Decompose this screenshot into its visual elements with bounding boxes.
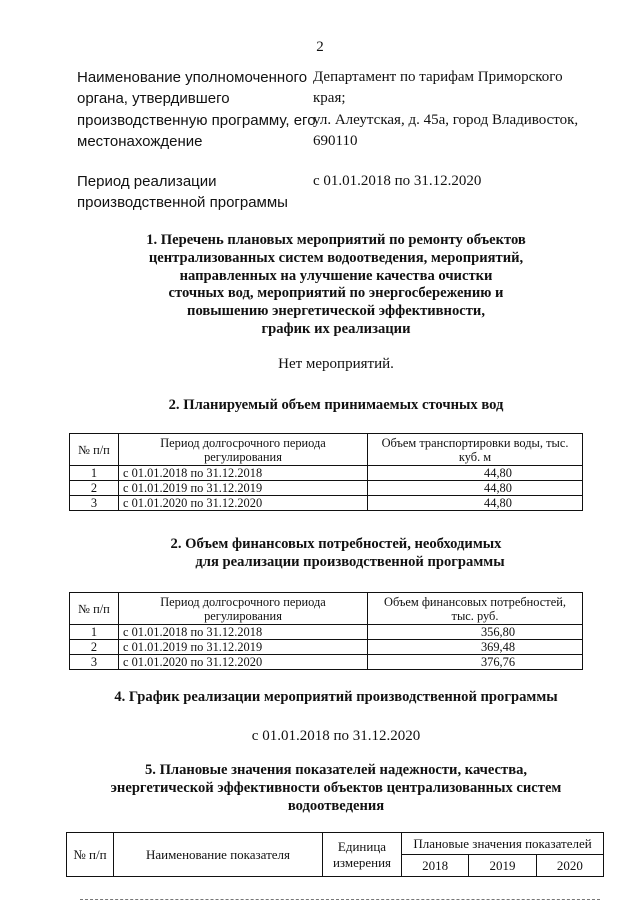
authority-value-line: ул. Алеутская, д. 45а, город Владивосток, <box>313 111 579 128</box>
column-header-amount: Объем финансовых потребностей, тыс. руб. <box>368 593 583 625</box>
period-label-line: производственной программы <box>77 194 288 212</box>
column-header-num: № п/п <box>70 434 119 466</box>
column-header-year: 2018 <box>402 855 469 877</box>
period-label-line: Период реализации <box>77 173 217 190</box>
column-header-planned-values: Плановые значения показателей <box>402 833 604 855</box>
authority-label-line: органа, утвердившего <box>77 90 230 108</box>
column-header-period: Период долгосрочного периода регулирования <box>119 593 368 625</box>
authority-value-line: Департамент по тарифам Приморского <box>313 69 563 85</box>
row-volume: 44,80 <box>368 481 583 496</box>
section3-title-line: для реализации производственной программы <box>195 553 505 570</box>
section1-title-line: повышению энергетической эффективности, <box>187 303 485 320</box>
row-volume: 44,80 <box>368 496 583 511</box>
row-period: с 01.01.2019 по 31.12.2019 <box>119 481 368 496</box>
column-header-year: 2019 <box>469 855 536 877</box>
section1-title <box>60 232 612 339</box>
row-period: с 01.01.2018 по 31.12.2018 <box>119 466 368 481</box>
financial-needs-table <box>69 592 583 670</box>
row-num: 3 <box>70 655 119 670</box>
row-amount: 369,48 <box>368 640 583 655</box>
table-row <box>70 496 583 511</box>
section1-title-line: сточных вод, мероприятий по энергосбережению и <box>168 285 504 302</box>
row-num: 1 <box>70 466 119 481</box>
column-header-num: № п/п <box>67 833 114 877</box>
authority-label-line: Наименование уполномоченного <box>77 69 308 86</box>
section3-title-line: 2. Объем финансовых потребностей, необходимых <box>170 536 502 552</box>
table-header-row <box>67 833 604 855</box>
section4-title: 4. График реализации мероприятий производственной программы <box>114 689 558 705</box>
indicators-table <box>66 832 604 877</box>
authority-value-line: 690110 <box>313 132 358 149</box>
row-period: с 01.01.2018 по 31.12.2018 <box>119 625 368 640</box>
row-num: 1 <box>70 625 119 640</box>
table-row <box>70 466 583 481</box>
row-num: 2 <box>70 640 119 655</box>
section1-title-line: централизованных систем водоотведения, мероприятий, <box>148 249 524 266</box>
row-period: с 01.01.2019 по 31.12.2019 <box>119 640 368 655</box>
authority-label-line: производственную программу, его <box>77 111 316 129</box>
table-row <box>70 655 583 670</box>
section5-title-line: 5. Плановые значения показателей надежности, качества, <box>144 762 528 778</box>
column-header-num: № п/п <box>70 593 119 625</box>
row-period: с 01.01.2020 по 31.12.2020 <box>119 655 368 670</box>
period-value: с 01.01.2018 по 31.12.2020 <box>313 173 482 189</box>
wastewater-volume-table <box>69 433 583 511</box>
column-header-volume: Объем транспортировки воды, тыс. куб. м <box>368 434 583 466</box>
page-number: 2 <box>316 39 324 55</box>
table-header-row <box>70 434 583 466</box>
table-row <box>70 625 583 640</box>
section2-title: 2. Планируемый объем принимаемых сточных вод <box>168 397 504 413</box>
authority-value-line: края; <box>313 90 346 107</box>
authority-value <box>313 67 613 152</box>
section4-period: с 01.01.2018 по 31.12.2020 <box>251 728 421 744</box>
row-period: с 01.01.2020 по 31.12.2020 <box>119 496 368 511</box>
authority-label-line: местонахождение <box>77 132 203 150</box>
section1-title-line: направленных на улучшение качества очистки <box>179 267 493 284</box>
section1-title-line: 1. Перечень плановых мероприятий по ремонту объектов <box>146 232 526 248</box>
row-amount: 376,76 <box>368 655 583 670</box>
column-header-indicator-name: Наименование показателя <box>114 833 323 877</box>
page-edge-divider <box>80 899 600 900</box>
section5-title <box>40 762 632 815</box>
row-amount: 356,80 <box>368 625 583 640</box>
section5-title-line: водоотведения <box>287 797 385 814</box>
section3-title <box>60 536 612 572</box>
column-header-year: 2020 <box>536 855 603 877</box>
row-num: 3 <box>70 496 119 511</box>
table-row <box>70 640 583 655</box>
table-row <box>70 481 583 496</box>
period-label <box>77 171 317 214</box>
section1-note: Нет мероприятий. <box>278 356 394 372</box>
row-volume: 44,80 <box>368 466 583 481</box>
column-header-period: Период долгосрочного периода регулирования <box>119 434 368 466</box>
section5-title-line: энергетической эффективности объектов централизованных систем <box>110 779 562 796</box>
authority-label <box>77 67 317 152</box>
table-header-row <box>70 593 583 625</box>
section1-title-line: график их реализации <box>261 320 411 337</box>
column-header-unit: Единица измерения <box>323 833 402 877</box>
row-num: 2 <box>70 481 119 496</box>
